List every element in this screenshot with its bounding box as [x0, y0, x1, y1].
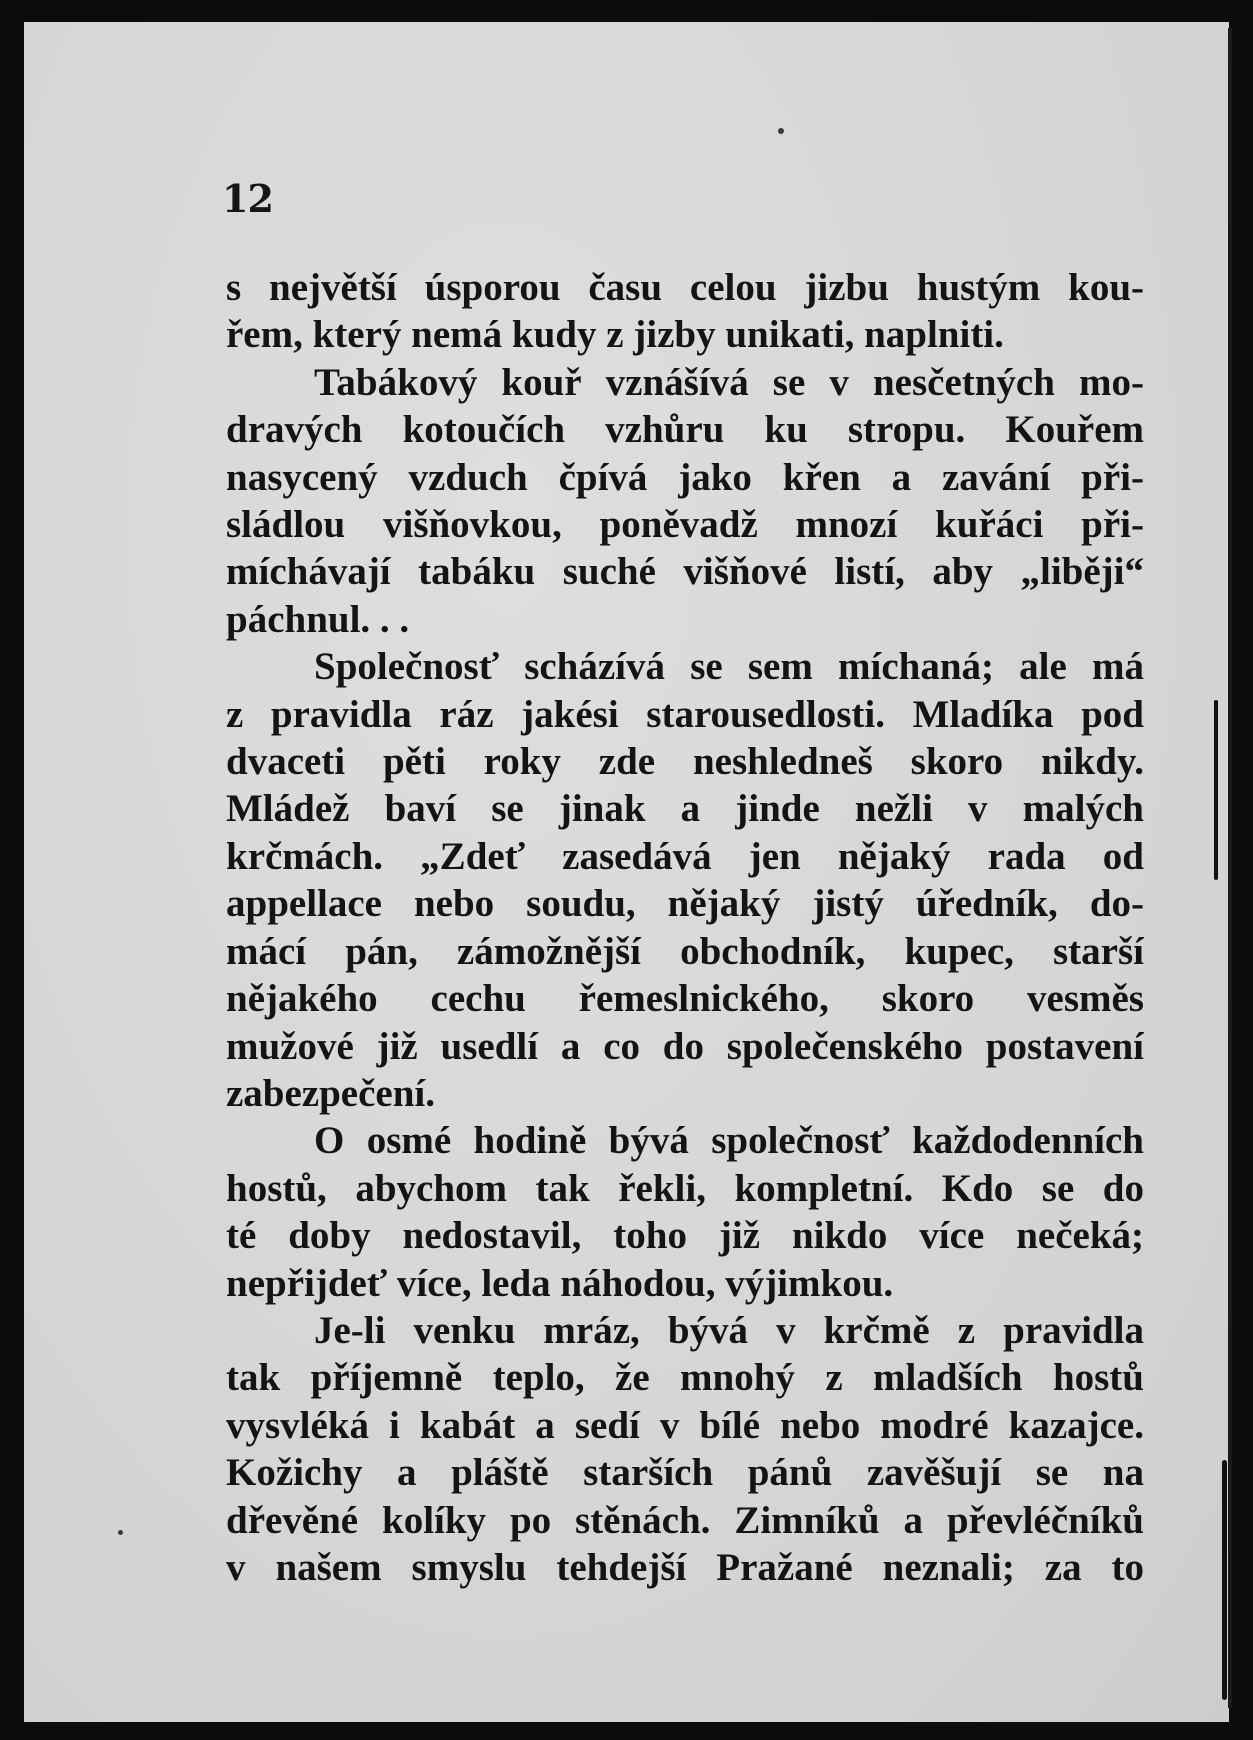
print-speck	[778, 128, 784, 134]
text-line: té doby nedostavil, toho již nikdo více nečeká;	[226, 1214, 1144, 1258]
text-line: mužové již usedlí a co do společenského postavení	[226, 1024, 1144, 1068]
text-line: zabezpečení.	[226, 1071, 436, 1115]
text-line: nepřijdeť více, leda náhodou, výjimkou.	[226, 1261, 894, 1305]
page-edge-shadow	[1228, 28, 1232, 1708]
text-line: Kožichy a pláště starších pánů zavěšují se na	[226, 1451, 1144, 1495]
text-line: mácí pán, zámožnější obchodník, kupec, starší	[226, 929, 1144, 973]
text-line: z pravidla ráz jakési starousedlosti. Mladíka pod	[226, 692, 1144, 736]
binding-mark-upper	[1214, 700, 1218, 880]
text-line: dvaceti pěti roky zde neshledneš skoro nikdy.	[226, 740, 1144, 784]
page-number: 12	[222, 176, 273, 221]
text-line: nějakého cechu řemeslnického, skoro vesměs	[226, 977, 1144, 1021]
text-line: appellace nebo soudu, nějaký jistý úředník, do-	[226, 882, 1144, 926]
text-line: nasycený vzduch čpívá jako křen a zavání při-	[226, 455, 1144, 499]
text-line: sládlou višňovkou, poněvadž mnozí kuřáci při-	[226, 503, 1144, 547]
text-line: hostů, abychom tak řekli, kompletní. Kdo se do	[226, 1166, 1144, 1210]
text-line: míchávají tabáku suché višňové listí, aby „liběji“	[226, 550, 1144, 594]
text-line: Společnosť scházívá se sem míchaná; ale má	[314, 645, 1144, 689]
text-line: řem, který nemá kudy z jizby unikati, naplniti.	[226, 313, 1004, 357]
text-line: krčmách. „Zdeť zasedává jen nějaký rada od	[226, 834, 1144, 878]
text-line: v našem smyslu tehdejší Pražané neznali; za to	[226, 1545, 1144, 1589]
text-line: dřevěné kolíky po stěnách. Zimníků a převléčníků	[226, 1498, 1144, 1542]
text-line: Je-li venku mráz, bývá v krčmě z pravidla	[314, 1308, 1144, 1352]
text-line: s největší úsporou času celou jizbu hustým kou-	[226, 266, 1144, 309]
text-line: Mládež baví se jinak a jinde nežli v malých	[226, 787, 1144, 831]
text-line: dravých kotoučích vzhůru ku stropu. Kouřem	[226, 408, 1144, 452]
text-line: páchnul. . .	[226, 597, 410, 641]
text-line: vysvléká i kabát a sedí v bílé nebo modré kazajce.	[226, 1403, 1144, 1447]
text-line: Tabákový kouř vznášívá se v nesčetných mo-	[314, 360, 1144, 404]
body-text	[226, 264, 1144, 1591]
text-line: tak příjemně teplo, že mnohý z mladších hostů	[226, 1356, 1144, 1400]
binding-mark-lower	[1222, 1460, 1227, 1700]
print-speck	[118, 1530, 123, 1535]
text-line: O osmé hodině bývá společnosť každodenních	[314, 1119, 1144, 1163]
